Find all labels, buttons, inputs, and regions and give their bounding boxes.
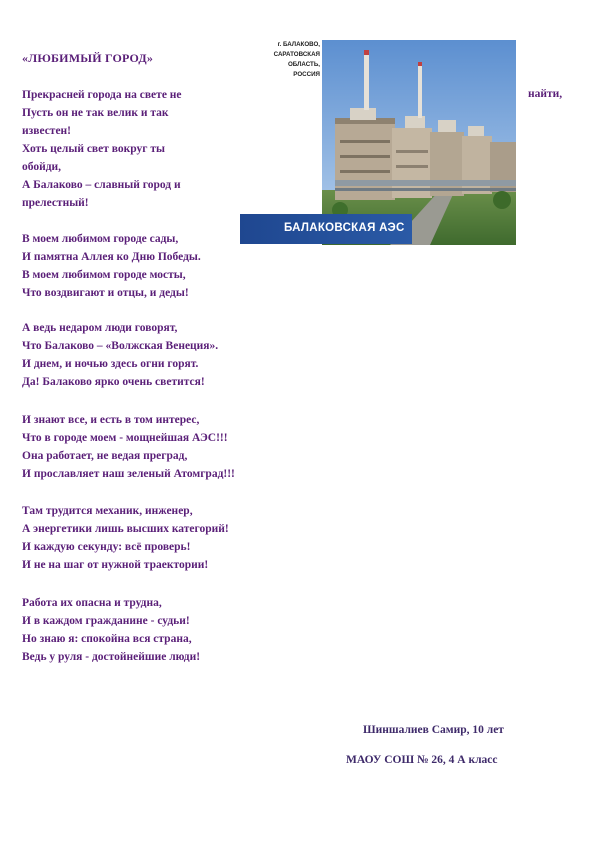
poem-line: Хоть целый свет вокруг ты: [22, 143, 165, 155]
poem-line: И не на шаг от нужной траектории!: [22, 559, 209, 571]
poem-line: обойди,: [22, 161, 62, 173]
poem-line: И в каждом гражданине - судьи!: [22, 615, 190, 627]
poem-line: Она работает, не ведая преград,: [22, 450, 188, 462]
poem-line: Что воздвигают и отцы, и деды!: [22, 287, 189, 299]
photo-caption: г. БАЛАКОВО, САРАТОВСКАЯ ОБЛАСТЬ, РОССИЯ: [273, 41, 320, 78]
school-signature: МАОУ СОШ № 26, 4 А класс: [346, 754, 498, 766]
poem-line: Что Балаково – «Волжская Венеция».: [22, 340, 219, 352]
poem-line: Пусть он не так велик и так: [22, 107, 169, 119]
poem-line: известен!: [22, 125, 72, 137]
poem-line: И знают все, и есть в том интерес,: [22, 414, 200, 426]
poem-title: «ЛЮБИМЫЙ ГОРОД»: [22, 51, 154, 65]
poem-line: Да! Балаково ярко очень светится!: [22, 376, 205, 388]
poem-line: Работа их опасна и трудна,: [22, 597, 162, 609]
author-signature: Шиншалиев Самир, 10 лет: [363, 724, 504, 736]
poem-line: А Балаково – славный город и: [22, 179, 181, 191]
poem-line: В моем любимом городе мосты,: [22, 269, 186, 281]
poem-line: Там трудится механик, инженер,: [22, 505, 193, 517]
poem-line: И прославляет наш зеленый Атомград!!!: [22, 468, 235, 480]
photo-banner-text: БАЛАКОВСКАЯ АЭС: [284, 222, 405, 234]
poem-line: Прекрасней города на свете не: [22, 89, 182, 101]
poem-line: прелестный!: [22, 197, 89, 209]
poem-line: Что в городе моем - мощнейшая АЭС!!!: [22, 432, 228, 444]
power-plant-photo: [240, 40, 516, 245]
poem-line: И каждую секунду: всё проверь!: [22, 541, 191, 553]
poem-line: Ведь у руля - достойнейшие люди!: [22, 651, 201, 663]
poem-line: А ведь недаром люди говорят,: [22, 322, 178, 334]
poem-line: И памятна Аллея ко Дню Победы.: [22, 251, 201, 263]
photo-banner: [240, 214, 412, 244]
poem-line: Но знаю я: спокойна вся страна,: [22, 633, 192, 645]
poem-line: И днем, и ночью здесь огни горят.: [22, 358, 199, 370]
poem-line: А энергетики лишь высших категорий!: [22, 523, 229, 535]
poem-line-end: найти,: [528, 88, 563, 100]
poem-line: В моем любимом городе сады,: [22, 233, 179, 245]
